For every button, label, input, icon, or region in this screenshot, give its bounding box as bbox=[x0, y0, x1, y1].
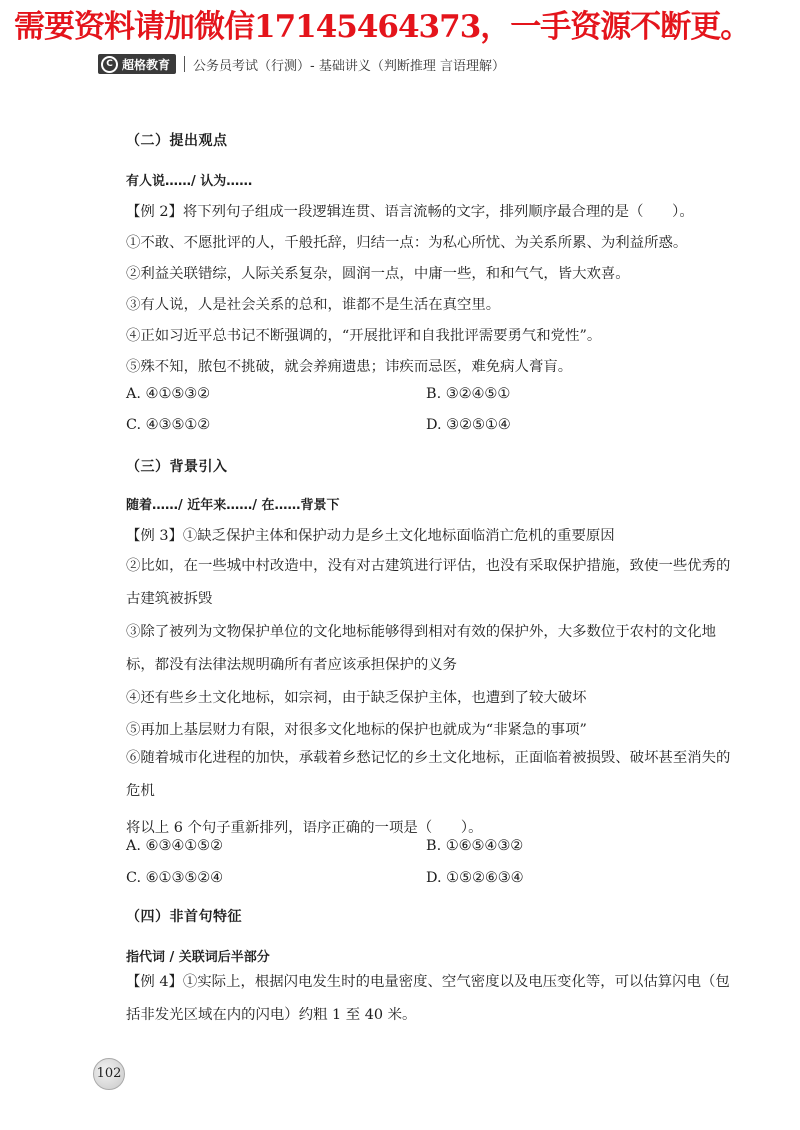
sentence-item: ⑤殊不知，脓包不挑破，就会养痈遗患；讳疾而忌医，难免病人膏肓。 bbox=[126, 359, 573, 375]
question-stem: 将以上 6 个句子重新排列，语序正确的一项是（ ）。 bbox=[126, 820, 483, 836]
page-number: 102 bbox=[93, 1058, 125, 1090]
option-a: A. ⑥③④①⑤② bbox=[126, 838, 223, 854]
option-d: D. ③②⑤①④ bbox=[426, 417, 511, 433]
section-pattern: 指代词 / 关联词后半部分 bbox=[126, 950, 270, 965]
sentence-item: ③除了被列为文物保护单位的文化地标能够得到相对有效的保护外，大多数位于农村的文化地标，都没有法律法规明确所有者应该承担保护的义务 bbox=[126, 624, 717, 673]
option-c: C. ⑥①③⑤②④ bbox=[126, 870, 224, 886]
section-title: （二）提出观点 bbox=[126, 133, 228, 149]
option-b: B. ①⑥⑤④③② bbox=[426, 838, 524, 854]
section-pattern: 有人说……/ 认为…… bbox=[126, 174, 253, 189]
option-a: A. ④①⑤③② bbox=[126, 386, 211, 402]
sentence-item: ②利益关联错综，人际关系复杂，圆润一点，中庸一些，和和气气，皆大欢喜。 bbox=[126, 266, 630, 282]
sentence-item: ④正如习近平总书记不断强调的，“开展批评和自我批评需要勇气和党性”。 bbox=[126, 328, 602, 344]
header-divider bbox=[184, 56, 185, 72]
watermark-banner: 需要资料请加微信17145464373，一手资源不断更。 bbox=[14, 9, 751, 45]
sentence-item: ②比如，在一些城中村改造中，没有对古建筑进行评估，也没有采取保护措施，致使一些优秀的古建筑被拆毁 bbox=[126, 558, 731, 607]
question-stem: 【例 2】将下列句子组成一段逻辑连贯、语言流畅的文字，排列顺序最合理的是（ ）。 bbox=[126, 204, 694, 220]
sentence-item: ③有人说，人是社会关系的总和，谁都不是生活在真空里。 bbox=[126, 297, 501, 313]
logo-text: 超格教育 bbox=[122, 57, 171, 72]
sentence-item: 【例 3】①缺乏保护主体和保护动力是乡土文化地标面临消亡危机的重要原因 bbox=[126, 528, 615, 544]
section-pattern: 随着……/ 近年来……/ 在……背景下 bbox=[126, 498, 340, 513]
section-title: （三）背景引入 bbox=[126, 459, 228, 475]
sentence-item: ⑥随着城市化进程的加快，承载着乡愁记忆的乡土文化地标，正面临着被损毁、破坏甚至消失的危机 bbox=[126, 750, 731, 799]
question-stem: 【例 4】①实际上，根据闪电发生时的电量密度、空气密度以及电压变化等，可以估算闪电（包括非发光区域在内的闪电）约粗 1 至 40 米。 bbox=[126, 974, 730, 1023]
header-title: 公务员考试（行测）- 基础讲义（判断推理 言语理解） bbox=[193, 58, 505, 74]
section-title: （四）非首句特征 bbox=[126, 909, 242, 925]
sentence-item: ④还有些乡土文化地标，如宗祠，由于缺乏保护主体，也遭到了较大破坏 bbox=[126, 690, 587, 706]
page-header bbox=[98, 52, 505, 76]
sentence-item: ⑤再加上基层财力有限，对很多文化地标的保护也就成为“非紧急的事项” bbox=[126, 722, 587, 738]
option-b: B. ③②④⑤① bbox=[426, 386, 511, 402]
logo-icon: C bbox=[101, 56, 118, 73]
sentence-item: ①不敢、不愿批评的人，千般托辞，归结一点：为私心所忧、为关系所累、为利益所惑。 bbox=[126, 235, 688, 251]
option-c: C. ④③⑤①② bbox=[126, 417, 211, 433]
publisher-logo bbox=[98, 54, 176, 74]
option-d: D. ①⑤②⑥③④ bbox=[426, 870, 524, 886]
